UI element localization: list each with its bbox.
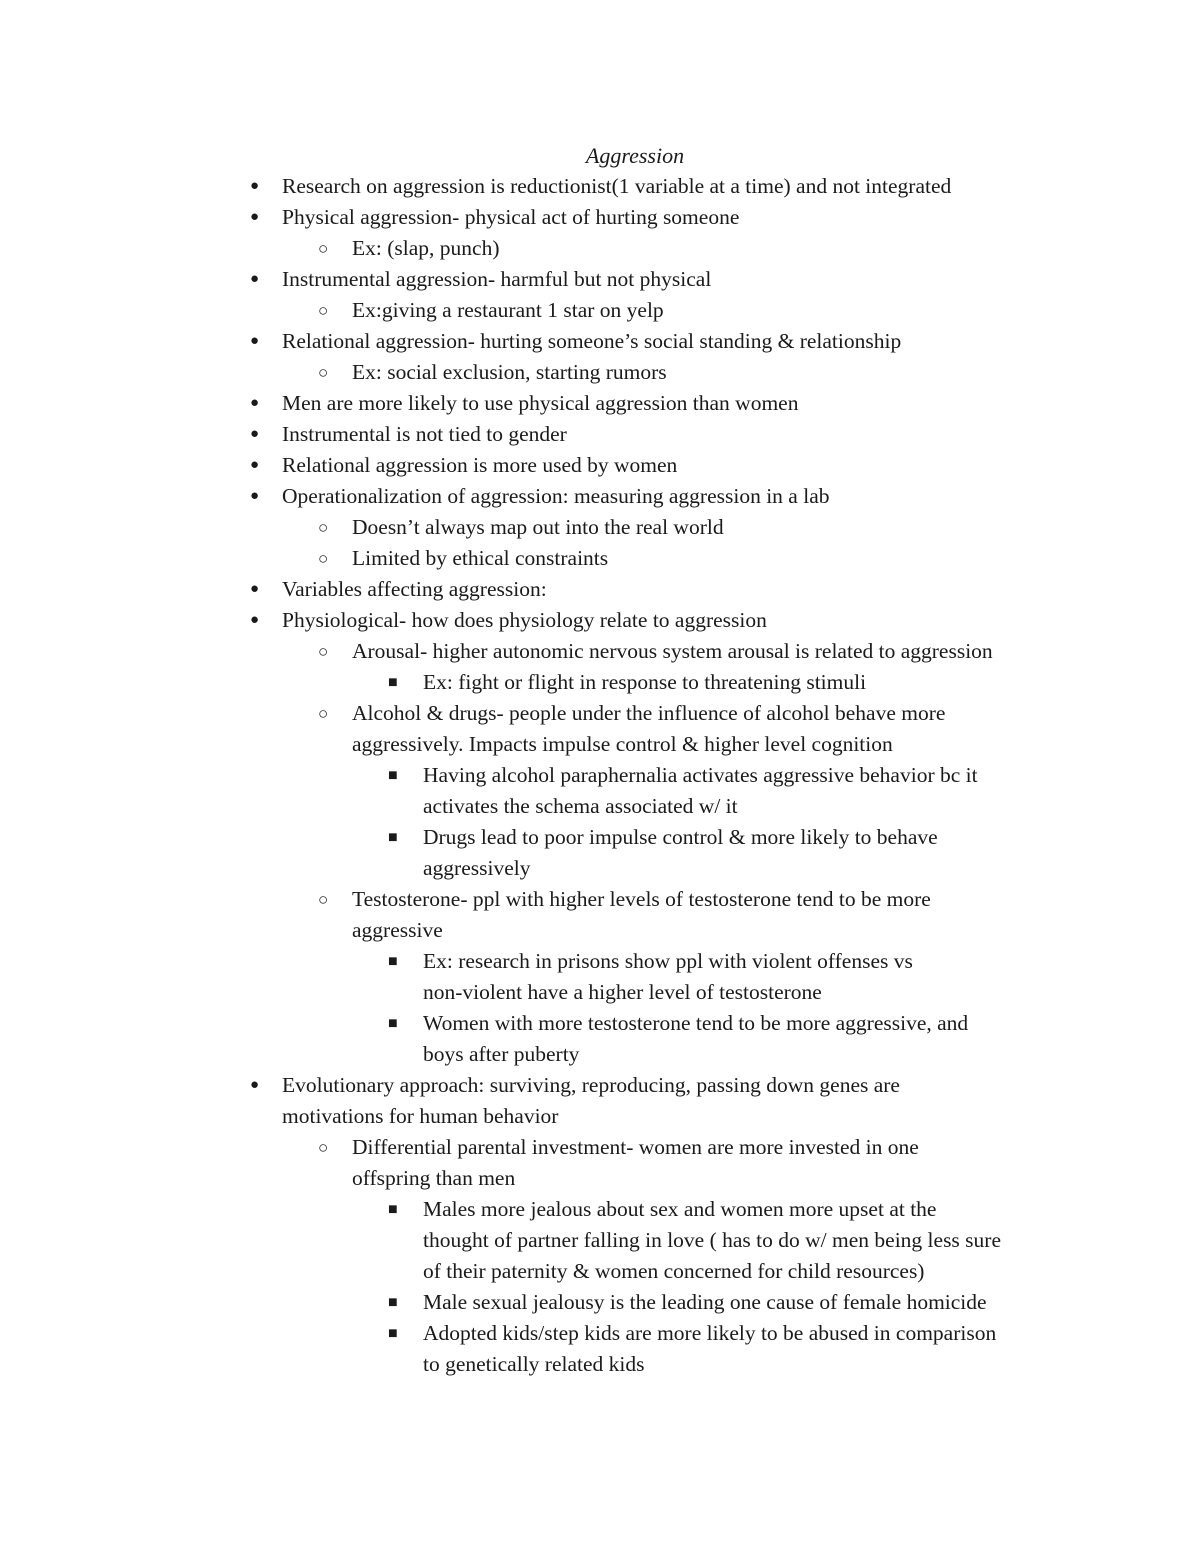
- list-item: [0, 481, 1200, 512]
- list-item-text: boys after puberty: [423, 1042, 580, 1066]
- list-item-text: Evolutionary approach: surviving, reproducing, passing down genes are: [282, 1073, 900, 1097]
- list-item-text: aggressively: [423, 856, 531, 880]
- list-item: [0, 450, 1200, 481]
- list-item-text: Physiological- how does physiology relate to aggression: [282, 608, 767, 632]
- notes-list: [0, 171, 1200, 1380]
- list-item-text: Adopted kids/step kids are more likely to be abused in comparison: [423, 1321, 997, 1345]
- list-item: [0, 946, 1200, 977]
- list-item-text: motivations for human behavior: [282, 1104, 559, 1128]
- bullet-icon: ●: [250, 209, 260, 225]
- list-item: [0, 636, 1200, 667]
- list-item-text: Drugs lead to poor impulse control & more likely to behave: [423, 825, 938, 849]
- list-item-continuation: [0, 791, 1200, 822]
- list-item: [0, 1194, 1200, 1225]
- list-item: [0, 1287, 1200, 1318]
- bullet-icon: ●: [250, 1077, 260, 1093]
- list-item-text: Men are more likely to use physical aggression than women: [282, 391, 799, 415]
- list-item-continuation: [0, 1163, 1200, 1194]
- list-item-text: Instrumental is not tied to gender: [282, 422, 567, 446]
- list-item-text: Ex: fight or flight in response to threatening stimuli: [423, 670, 867, 694]
- list-item: [0, 822, 1200, 853]
- list-item-text: Testosterone- ppl with higher levels of testosterone tend to be more: [352, 887, 931, 911]
- list-item: [0, 667, 1200, 698]
- list-item-continuation: [0, 977, 1200, 1008]
- bullet-icon: ●: [250, 395, 260, 411]
- list-item-text: Relational aggression- hurting someone’s social standing & relationship: [282, 329, 902, 353]
- bullet-icon: ○: [318, 239, 329, 258]
- bullet-icon: ■: [388, 1015, 398, 1032]
- list-item-text: Variables affecting aggression:: [282, 577, 547, 601]
- bullet-icon: ■: [388, 767, 398, 784]
- list-item: [0, 605, 1200, 636]
- list-item: [0, 1070, 1200, 1101]
- list-item: [0, 233, 1200, 264]
- bullet-icon: ●: [250, 271, 260, 287]
- list-item-text: Ex: (slap, punch): [352, 236, 500, 260]
- list-item-text: Limited by ethical constraints: [352, 546, 609, 570]
- bullet-icon: ■: [388, 1294, 398, 1311]
- list-item-text: Instrumental aggression- harmful but not physical: [282, 267, 712, 291]
- bullet-icon: ■: [388, 829, 398, 846]
- list-item-continuation: [0, 1039, 1200, 1070]
- bullet-icon: ■: [388, 1325, 398, 1342]
- list-item-text: Arousal- higher autonomic nervous system arousal is related to aggression: [352, 639, 993, 663]
- list-item-text: Having alcohol paraphernalia activates aggressive behavior bc it: [423, 763, 978, 787]
- list-item: [0, 357, 1200, 388]
- bullet-icon: ○: [318, 890, 329, 909]
- bullet-icon: ○: [318, 549, 329, 568]
- list-item-text: Male sexual jealousy is the leading one cause of female homicide: [423, 1290, 987, 1314]
- bullet-icon: ■: [388, 1201, 398, 1218]
- bullet-icon: ●: [250, 581, 260, 597]
- bullet-icon: ○: [318, 642, 329, 661]
- bullet-icon: ○: [318, 704, 329, 723]
- list-item: [0, 512, 1200, 543]
- list-item-continuation: [0, 729, 1200, 760]
- list-item: [0, 202, 1200, 233]
- list-item: [0, 884, 1200, 915]
- list-item-continuation: [0, 1256, 1200, 1287]
- list-item-text: Males more jealous about sex and women more upset at the: [423, 1197, 937, 1221]
- list-item-text: Ex: social exclusion, starting rumors: [352, 360, 667, 384]
- bullet-icon: ●: [250, 457, 260, 473]
- bullet-icon: ○: [318, 301, 329, 320]
- list-item-text: Ex:giving a restaurant 1 star on yelp: [352, 298, 664, 322]
- bullet-icon: ○: [318, 1138, 329, 1157]
- list-item-text: to genetically related kids: [423, 1352, 645, 1376]
- bullet-icon: ○: [318, 518, 329, 537]
- list-item-continuation: [0, 1101, 1200, 1132]
- document-title: Aggression: [585, 143, 685, 168]
- bullet-icon: ■: [388, 674, 398, 691]
- list-item: [0, 1008, 1200, 1039]
- list-item-text: Physical aggression- physical act of hurting someone: [282, 205, 740, 229]
- list-item: [0, 574, 1200, 605]
- list-item-text: aggressive: [352, 918, 443, 942]
- list-item-text: Women with more testosterone tend to be more aggressive, and: [423, 1011, 969, 1035]
- bullet-icon: ●: [250, 178, 260, 194]
- bullet-icon: ○: [318, 363, 329, 382]
- list-item-text: aggressively. Impacts impulse control & higher level cognition: [352, 732, 893, 756]
- list-item-text: offspring than men: [352, 1166, 516, 1190]
- list-item: [0, 1132, 1200, 1163]
- list-item: [0, 388, 1200, 419]
- list-item-text: Doesn’t always map out into the real world: [352, 515, 724, 539]
- bullet-icon: ●: [250, 488, 260, 504]
- list-item-continuation: [0, 853, 1200, 884]
- bullet-icon: ●: [250, 426, 260, 442]
- list-item: [0, 326, 1200, 357]
- bullet-icon: ●: [250, 612, 260, 628]
- list-item: [0, 264, 1200, 295]
- list-item-text: Alcohol & drugs- people under the influence of alcohol behave more: [352, 701, 946, 725]
- list-item-text: Differential parental investment- women are more invested in one: [352, 1135, 919, 1159]
- list-item-continuation: [0, 915, 1200, 946]
- list-item: [0, 1318, 1200, 1349]
- list-item: [0, 171, 1200, 202]
- list-item-continuation: [0, 1349, 1200, 1380]
- list-item: [0, 698, 1200, 729]
- list-item-continuation: [0, 1225, 1200, 1256]
- list-item-text: activates the schema associated w/ it: [423, 794, 738, 818]
- list-item-text: Operationalization of aggression: measuring aggression in a lab: [282, 484, 830, 508]
- bullet-icon: ●: [250, 333, 260, 349]
- bullet-icon: ■: [388, 953, 398, 970]
- list-item-text: thought of partner falling in love ( has to do w/ men being less sure: [423, 1228, 1001, 1252]
- list-item-text: Ex: research in prisons show ppl with violent offenses vs: [423, 949, 913, 973]
- list-item: [0, 419, 1200, 450]
- list-item-text: Relational aggression is more used by women: [282, 453, 678, 477]
- list-item: [0, 760, 1200, 791]
- list-item-text: non-violent have a higher level of testosterone: [423, 980, 822, 1004]
- list-item-text: of their paternity & women concerned for child resources): [423, 1259, 925, 1283]
- list-item: [0, 295, 1200, 326]
- list-item-text: Research on aggression is reductionist(1 variable at a time) and not integrated: [282, 174, 952, 198]
- list-item: [0, 543, 1200, 574]
